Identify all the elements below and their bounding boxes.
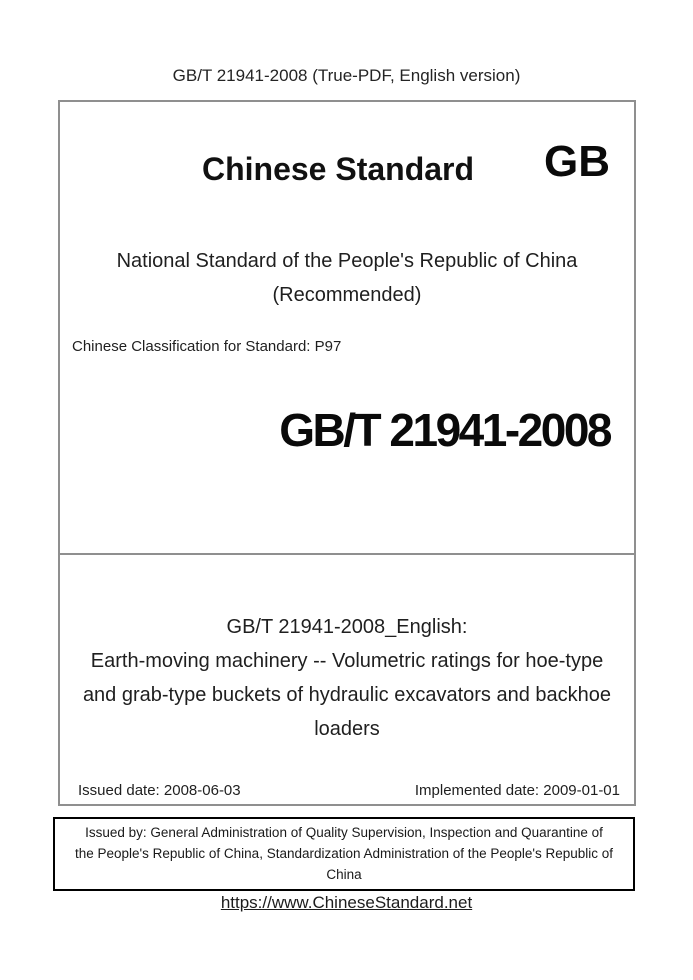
national-standard-line: National Standard of the People's Republic of China (116, 250, 578, 272)
issued-date: Issued date: 2008-06-03 (78, 782, 241, 799)
standard-cover-box (58, 100, 636, 806)
standard-number: GB/T 21941-2008 (279, 404, 610, 456)
issuer-line-1: Issued by: General Administration of Quality Supervision, Inspection and Quarantine of (85, 825, 603, 840)
recommended-line: (Recommended) (272, 284, 422, 306)
gb-logo: GB (544, 137, 610, 186)
title-line-2: and grab-type buckets of hydraulic excavators and backhoe (82, 684, 612, 706)
page-header-title: GB/T 21941-2008 (True-PDF, English version) (172, 66, 521, 85)
title-line-3: loaders (314, 718, 380, 740)
issuer-line-2: the People's Republic of China, Standardization Administration of the People's Republic of (75, 846, 613, 861)
english-title-block (60, 610, 634, 746)
cover-top-section (60, 102, 634, 555)
dates-row (60, 782, 634, 799)
cover-title-section (60, 555, 634, 804)
issuer-line-3: China (326, 867, 362, 882)
classification-line: Chinese Classification for Standard: P97 (72, 338, 342, 355)
issuer-box (53, 817, 635, 891)
national-standard-block (60, 244, 634, 312)
website-link[interactable]: https://www.ChineseStandard.net (220, 893, 473, 912)
title-line-1: Earth-moving machinery -- Volumetric ratings for hoe-type (90, 650, 604, 672)
brand-title: Chinese Standard (201, 151, 475, 187)
brand-row (60, 137, 634, 188)
implemented-date: Implemented date: 2009-01-01 (414, 782, 620, 799)
title-line-english-label: GB/T 21941-2008_English: (226, 616, 468, 638)
page-footer (0, 893, 693, 913)
